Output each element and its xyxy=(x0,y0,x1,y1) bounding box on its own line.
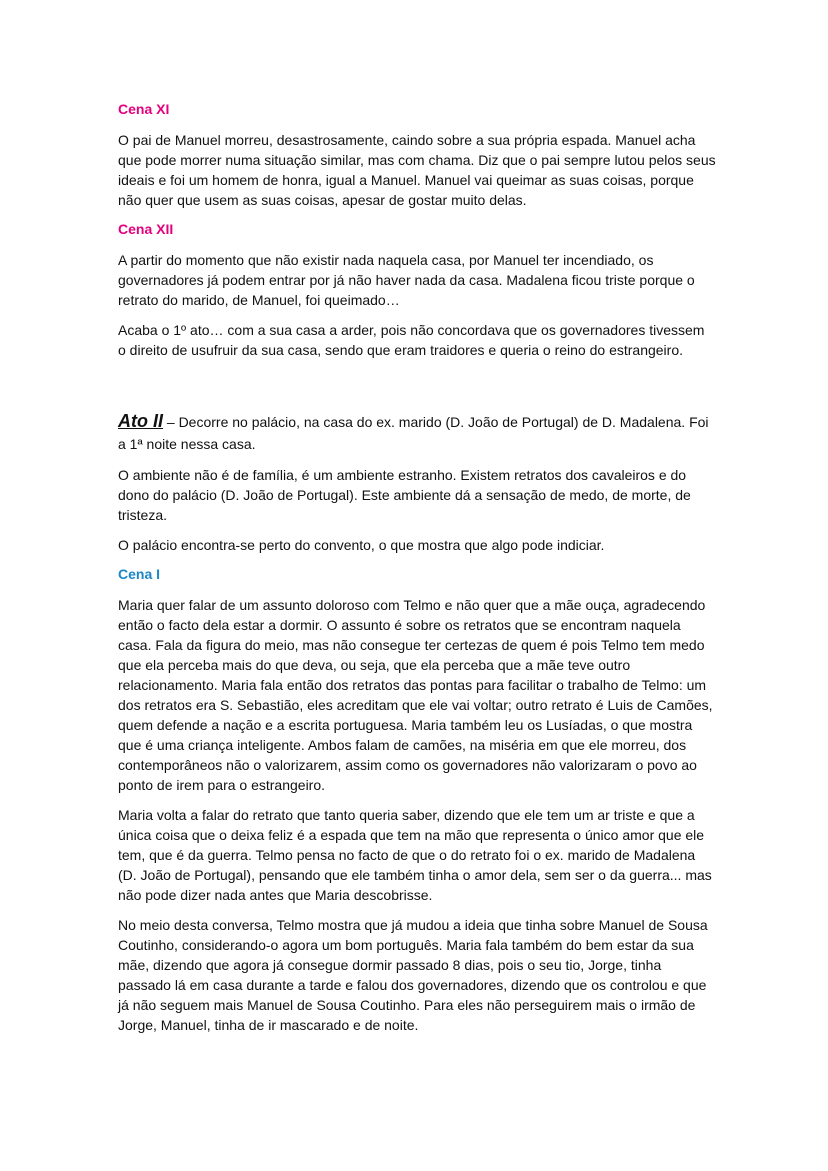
document-page xyxy=(118,100,716,1045)
section-spacer xyxy=(118,370,716,410)
cena-xii-heading: Cena XII xyxy=(118,221,174,237)
cena-xii-paragraph-1: A partir do momento que não existir nada naquela casa, por Manuel ter incendiado, os governadores já podem entrar por já não haver nada da casa. Madalena ficou triste porque o retrato do marido, de Manuel, foi queimado… xyxy=(118,252,695,308)
cena-xi-heading: Cena XI xyxy=(118,101,170,117)
cena-xii-paragraph-2: Acaba o 1º ato… com a sua casa a arder, pois não concordava que os governadores tivessem o direito de usufruir da sua casa, sendo que eram traidores e queria o reino do estrangeiro. xyxy=(118,322,705,358)
ato-ii-intro-line xyxy=(118,410,716,455)
cena-i-heading: Cena I xyxy=(118,566,161,582)
cena-xi-paragraph: O pai de Manuel morreu, desastrosamente, caindo sobre a sua própria espada. Manuel acha que pode morrer numa situação similar, mas com chama. Diz que o pai sempre lutou pelos seus ideais e foi um homem de honra, igual a Manuel. Manuel vai queimar as suas coisas, porque não quer que usem as suas coisas, apesar de gostar muito delas. xyxy=(118,132,716,208)
ato-ii-intro-text: – Decorre no palácio, na casa do ex. marido (D. João de Portugal) de D. Madalena. Foi a 1ª noite nessa casa. xyxy=(118,414,709,452)
cena-i-paragraph-1: Maria quer falar de um assunto doloroso com Telmo e não quer que a mãe ouça, agradecendo então o facto dela estar a dormir. O assunto é sobre os retratos que se encontram naquela casa. Fala da figura do meio, mas não consegue ter certezas de quem é pois Telmo tem medo que ela perceba mais do que deva, ou seja, que ela perceba que a mãe teve outro relacionamento. Maria fala então dos retratos das pontas para facilitar o trabalho de Telmo: um dos retratos era S. Sebastião, eles acreditam que ele vai voltar; outro retrato é Luis de Camões, quem defende a nação e a escrita portuguesa. Maria também leu os Lusíadas, o que mostra que é uma criança inteligente. Ambos falam de camões, na miséria em que ele morreu, dos contemporâneos não o valorizarem, assim como os governadores não valorizaram o povo ao ponto de irem para o estrangeiro. xyxy=(118,597,713,793)
cena-i-paragraph-3: No meio desta conversa, Telmo mostra que já mudou a ideia que tinha sobre Manuel de Sousa Coutinho, considerando-o agora um bom português. Maria fala também do bem estar da sua mãe, dizendo que agora já consegue dormir passado 8 dias, pois o seu tio, Jorge, tinha passado lá em casa durante a tarde e falou dos governadores, dizendo que os controlou e que já não seguem mais Manuel de Sousa Coutinho. Para eles não perseguirem mais o irmão de Jorge, Manuel, tinha de ir mascarado e de noite. xyxy=(118,917,708,1033)
cena-i-paragraph-2: Maria volta a falar do retrato que tanto queria saber, dizendo que ele tem um ar triste e que a única coisa que o deixa feliz é a espada que tem na mão que representa o único amor que ele tem, que é da guerra. Telmo pensa no facto de que o do retrato foi o ex. marido de Madalena (D. João de Portugal), pensando que ele também tinha o amor dela, sem ser o da guerra... mas não pode dizer nada antes que Maria descobrisse. xyxy=(118,807,712,903)
ato-ii-title: Ato II xyxy=(118,411,163,431)
ato-ii-paragraph-2: O palácio encontra-se perto do convento, o que mostra que algo pode indiciar. xyxy=(118,537,605,553)
ato-ii-paragraph-1: O ambiente não é de família, é um ambiente estranho. Existem retratos dos cavaleiros e do dono do palácio (D. João de Portugal). Este ambiente dá a sensação de medo, de morte, de tristeza. xyxy=(118,467,691,523)
